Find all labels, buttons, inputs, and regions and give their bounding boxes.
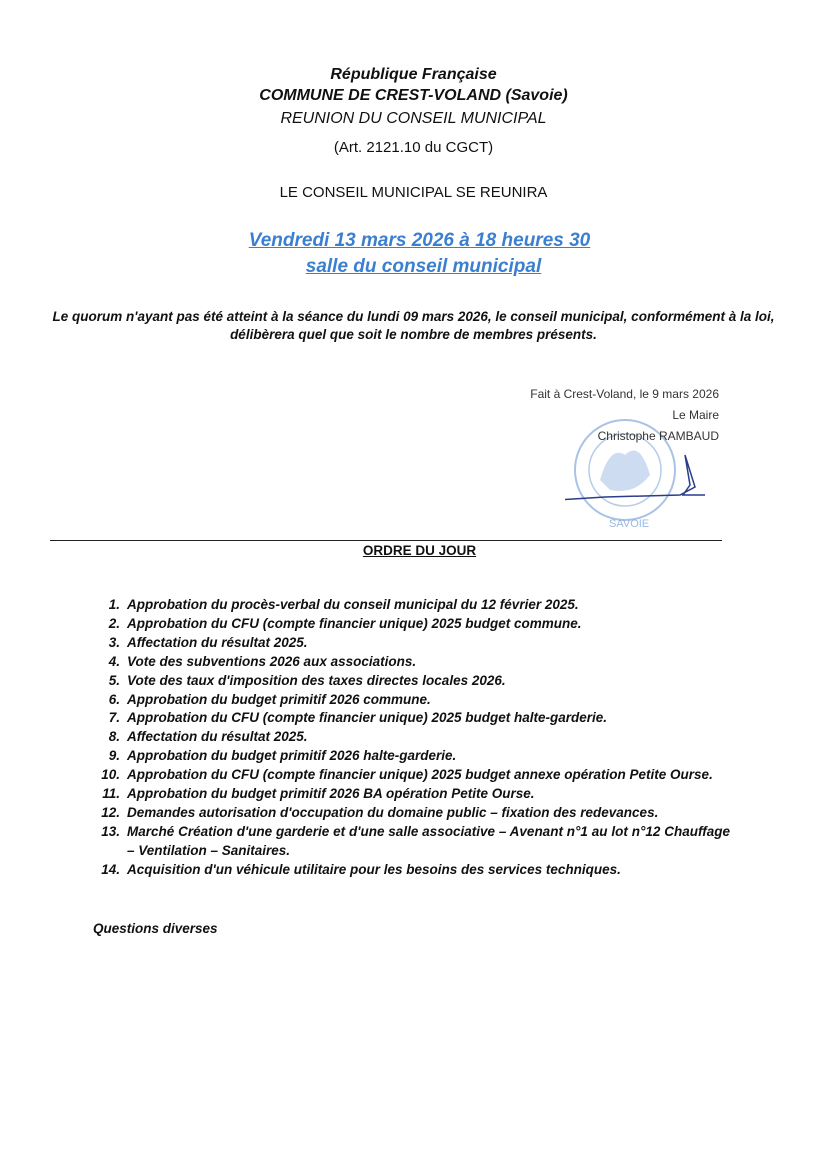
header-meeting: REUNION DU CONSEIL MUNICIPAL xyxy=(280,110,547,127)
agenda-item-number: 7. xyxy=(108,710,120,726)
agenda-item-number: 1. xyxy=(108,597,120,612)
header-republic: République Française xyxy=(330,66,497,83)
agenda-item-text: Approbation du CFU (compte financier unique) 2025 budget commune. xyxy=(127,615,582,631)
agenda-item-text: Affectation du résultat 2025. xyxy=(127,634,308,650)
agenda-item xyxy=(90,804,730,823)
header-commune: COMMUNE DE CREST-VOLAND (Savoie) xyxy=(259,87,568,104)
quorum-line: Le quorum n'ayant pas été atteint à la séance du lundi 09 mars 2026, le conseil municipal, conformément à la loi, xyxy=(52,309,775,324)
agenda-item xyxy=(90,653,730,672)
meeting-place-wrap xyxy=(10,256,827,278)
meeting-place: salle du conseil municipal xyxy=(305,256,542,277)
agenda-item-number: 12. xyxy=(101,804,120,820)
agenda-item-number: 8. xyxy=(108,729,120,745)
agenda-item-text: Approbation du budget primitif 2026 commune. xyxy=(127,691,431,707)
agenda-item-number: 9. xyxy=(108,748,120,764)
header-article: (Art. 2121.10 du CGCT) xyxy=(333,139,494,156)
agenda-item xyxy=(90,747,730,766)
agenda-item-number: 14. xyxy=(101,861,120,877)
meeting-date-wrap xyxy=(6,230,827,252)
signature-place-date: Fait à Crest-Voland, le 9 mars 2026 xyxy=(530,387,719,401)
announcement: LE CONSEIL MUNICIPAL SE REUNIRA xyxy=(279,184,548,201)
agenda-item xyxy=(90,691,730,710)
signature-role: Le Maire xyxy=(672,408,719,422)
quorum-notice xyxy=(0,308,827,344)
svg-text:SAVOIE: SAVOIE xyxy=(609,518,650,530)
signature-name: Christophe RAMBAUD xyxy=(597,429,719,443)
agenda-item-number: 13. xyxy=(101,823,120,839)
agenda-item-number: 5. xyxy=(108,672,120,688)
agenda-title: ORDRE DU JOUR xyxy=(362,543,477,558)
agenda-item-number: 2. xyxy=(108,615,120,631)
agenda-item xyxy=(90,861,730,880)
agenda-item-text: Marché Création d'une garderie et d'une salle associative – Avenant n°1 au lot n°12 Chauffage – Ventilation – Sanitaires. xyxy=(127,823,730,858)
agenda-item xyxy=(90,615,730,634)
agenda-item-number: 11. xyxy=(102,786,120,802)
agenda-item-text: Vote des taux d'imposition des taxes directes locales 2026. xyxy=(127,672,506,688)
meeting-date: Vendredi 13 mars 2026 à 18 heures 30 xyxy=(248,230,591,251)
agenda-item-text: Demandes autorisation d'occupation du domaine public – fixation des redevances. xyxy=(127,804,659,820)
agenda-item-text: Approbation du CFU (compte financier unique) 2025 budget halte-garderie. xyxy=(127,710,608,726)
agenda-item xyxy=(90,596,730,615)
agenda-item-number: 10. xyxy=(101,767,120,783)
agenda-item xyxy=(90,823,730,861)
agenda-item xyxy=(90,728,730,747)
agenda-item-text: Vote des subventions 2026 aux associations. xyxy=(127,653,417,669)
agenda-item xyxy=(90,709,730,728)
agenda-item-text: Affectation du résultat 2025. xyxy=(127,729,308,745)
agenda-item xyxy=(90,634,730,653)
agenda-item-text: Approbation du budget primitif 2026 halte-garderie. xyxy=(127,748,457,764)
agenda-item-text: Approbation du CFU (compte financier unique) 2025 budget annexe opération Petite Ourse. xyxy=(127,767,713,783)
agenda-item-text: Approbation du procès-verbal du conseil municipal du 12 février 2025. xyxy=(127,597,579,612)
agenda-item-number: 6. xyxy=(108,691,120,707)
divider xyxy=(50,540,722,541)
quorum-line: délibèrera quel que soit le nombre de membres présents. xyxy=(230,327,597,342)
agenda-item xyxy=(90,785,730,804)
agenda-item-number: 4. xyxy=(108,653,120,669)
agenda-item xyxy=(90,672,730,691)
agenda-list xyxy=(90,596,730,880)
agenda-item-text: Acquisition d'un véhicule utilitaire pour les besoins des services techniques. xyxy=(127,861,621,877)
agenda-item-number: 3. xyxy=(108,634,120,650)
agenda-item xyxy=(90,766,730,785)
agenda-item-text: Approbation du budget primitif 2026 BA opération Petite Ourse. xyxy=(127,786,535,802)
misc-questions: Questions diverses xyxy=(93,921,218,936)
